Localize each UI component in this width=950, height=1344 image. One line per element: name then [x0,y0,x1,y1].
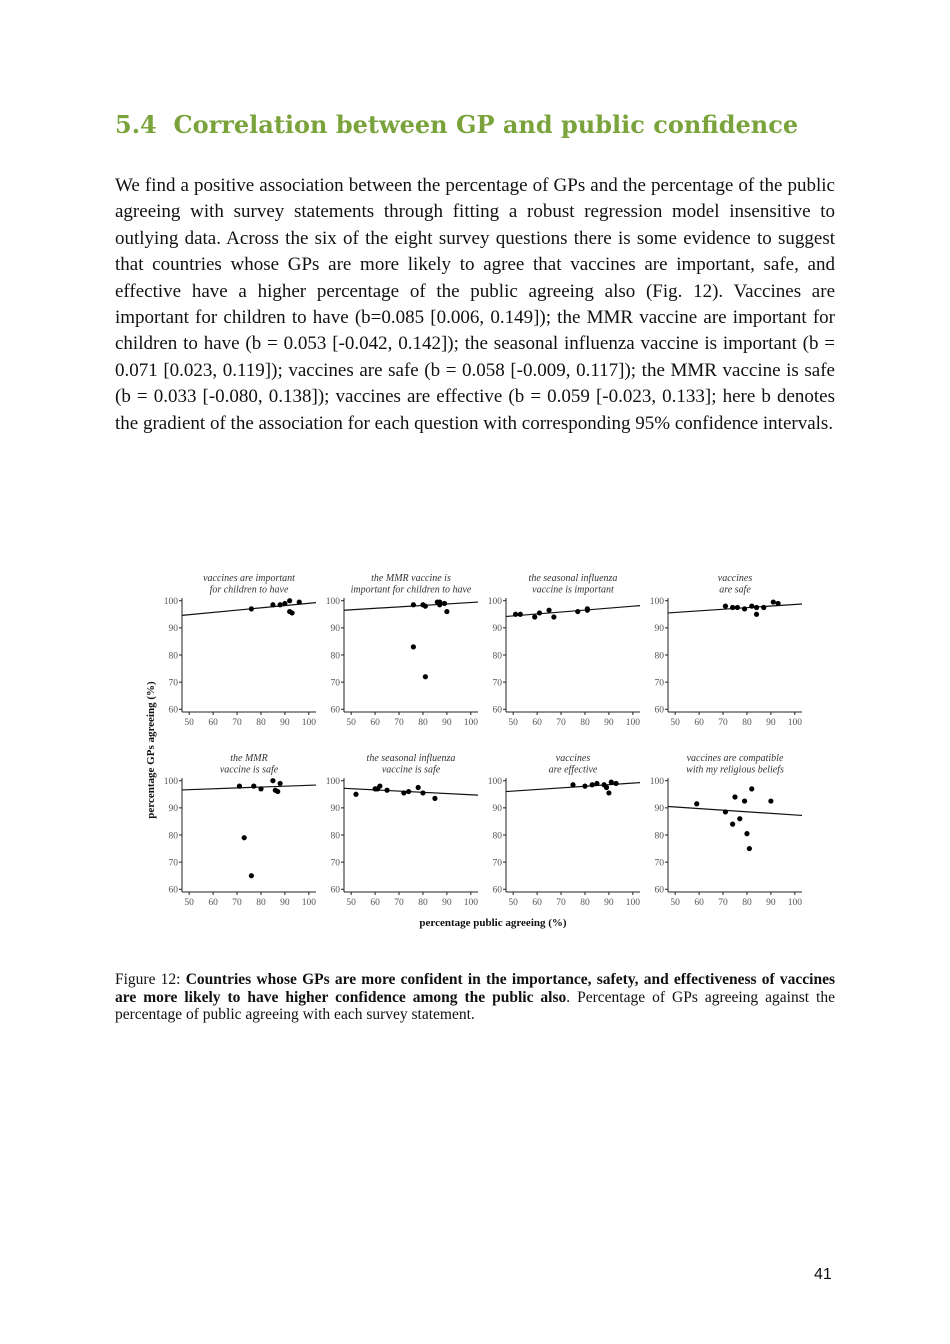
panel-5-ytick-60: 60 [168,885,178,896]
figure-12 [140,560,820,944]
panel-2-point-9 [411,644,416,649]
panel-8-point-10 [768,798,773,803]
x-axis-label: percentage public agreeing (%) [419,917,567,929]
panel-4-point-5 [749,604,754,609]
panel-4-xtick-80: 80 [742,718,752,728]
panel-1-point-5 [287,598,292,603]
panel-8-ytick-60: 60 [654,885,664,896]
panel-6-point-6 [401,790,406,795]
panel-6-point-8 [416,785,421,790]
panel-3-point-9 [585,608,590,613]
panel-8-ytick-90: 90 [654,804,664,815]
panel-6-xtick-100: 100 [463,898,478,908]
panel-5-title-line-2: vaccine is safe [219,764,279,776]
panel-8-point-2 [723,809,728,814]
panel-5-point-7 [278,781,283,786]
panel-8-xtick-100: 100 [787,898,802,908]
panel-5-ytick-100: 100 [163,777,178,788]
figure-caption [115,971,835,1024]
panel-6-point-10 [432,796,437,801]
panel-4-xtick-90: 90 [766,718,776,728]
panel-8-point-4 [732,794,737,799]
panel-1-xtick-70: 70 [232,718,242,728]
panel-4-ytick-80: 80 [654,651,664,662]
panel-1-title-line-1: vaccines are important [203,573,295,584]
panel-4-xtick-100: 100 [787,718,802,728]
panel-8-point-8 [747,846,752,851]
panel-2-point-8 [444,609,449,614]
panel-7-xtick-60: 60 [532,898,542,908]
panel-6-point-9 [420,790,425,795]
panel-6-xtick-50: 50 [346,898,356,908]
panel-1-point-8 [297,599,302,604]
panel-8-title-line-2: with my religious beliefs [686,764,784,776]
panel-1-ytick-90: 90 [168,624,178,635]
panel-4-ytick-90: 90 [654,624,664,635]
panel-8-point-7 [744,831,749,836]
panel-7-point-7 [606,790,611,795]
panel-7-xtick-100: 100 [625,898,640,908]
panel-1-ytick-60: 60 [168,705,178,716]
panel-3-ytick-60: 60 [492,705,502,716]
panel-4-point-9 [771,599,776,604]
panel-2-title-line-2: important for children to have [350,584,472,596]
panel-3-title-line-1: the seasonal influenza [528,573,618,584]
panel-3-xtick-100: 100 [625,718,640,728]
panel-8-fit-line [668,807,802,816]
panel-8-point-3 [730,822,735,827]
panel-7-point-6 [604,785,609,790]
panel-8-point-6 [742,798,747,803]
panel-3-xtick-60: 60 [532,718,542,728]
panel-7-title-line-1: vaccines [555,753,591,764]
panel-8-xtick-80: 80 [742,898,752,908]
panel-2-point-3 [423,604,428,609]
panel-1-ytick-80: 80 [168,651,178,662]
panel-3-title-line-2: vaccine is important [532,584,614,596]
panel-7-title-line-2: are effective [548,764,598,776]
panel-5-point-1 [237,784,242,789]
panel-6-title-line-2: vaccine is safe [381,764,441,776]
panel-4-title-line-2: are safe [719,584,751,596]
panel-5-xtick-60: 60 [208,898,218,908]
panel-4-point-8 [761,605,766,610]
panel-4-title-line-1: vaccines [717,573,753,584]
panel-4-xtick-50: 50 [670,718,680,728]
section-heading [115,110,798,139]
panel-8-ytick-80: 80 [654,831,664,842]
panel-8-xtick-50: 50 [670,898,680,908]
panel-5-point-9 [249,873,254,878]
panel-5-fit-line [182,785,316,790]
panel-5-point-3 [258,786,263,791]
panel-3-ytick-80: 80 [492,651,502,662]
section-title: Correlation between GP and public confidence [173,110,799,139]
panel-6-point-1 [353,792,358,797]
panel-1-xtick-50: 50 [184,718,194,728]
panel-6-point-4 [377,784,382,789]
panel-5-title-line-1: the MMR [230,753,268,764]
panel-7-xtick-50: 50 [508,898,518,908]
panel-5-point-6 [275,789,280,794]
panel-3-point-2 [518,612,523,617]
panel-7-xtick-90: 90 [604,898,614,908]
panel-4-point-2 [730,605,735,610]
panel-4-point-6 [754,605,759,610]
section-number: 5.4 [115,110,157,139]
panel-7-point-8 [609,779,614,784]
panel-7-point-9 [613,781,618,786]
panel-3-point-6 [551,614,556,619]
panel-7-point-1 [570,782,575,787]
panel-2-point-6 [437,602,442,607]
panel-8-ytick-100: 100 [649,777,664,788]
panel-4-ytick-100: 100 [649,597,664,608]
panel-6-title-line-1: the seasonal influenza [366,753,456,764]
caption-label: Figure 12: [115,971,181,988]
panel-5-ytick-70: 70 [168,858,178,869]
panel-7-ytick-100: 100 [487,777,502,788]
panel-4-point-1 [723,604,728,609]
panel-6-xtick-80: 80 [418,898,428,908]
panel-3-point-5 [546,608,551,613]
panel-6-point-7 [406,789,411,794]
scatter-grid-chart [140,560,820,940]
panel-1-point-7 [289,610,294,615]
panel-8-xtick-90: 90 [766,898,776,908]
panel-4-point-7 [754,612,759,617]
panel-4-ytick-60: 60 [654,705,664,716]
panel-1-point-4 [282,601,287,606]
panel-2-xtick-50: 50 [346,718,356,728]
panel-7-point-3 [590,782,595,787]
panel-3-ytick-100: 100 [487,597,502,608]
panel-2-ytick-70: 70 [330,678,340,689]
panel-2-point-7 [442,601,447,606]
panel-8-title-line-1: vaccines are compatible [686,753,784,764]
panel-7-xtick-70: 70 [556,898,566,908]
panel-6-ytick-60: 60 [330,885,340,896]
panel-7-xtick-80: 80 [580,898,590,908]
panel-2-point-10 [423,674,428,679]
panel-5-ytick-80: 80 [168,831,178,842]
panel-3-ytick-90: 90 [492,624,502,635]
panel-4-point-10 [775,601,780,606]
panel-1-xtick-80: 80 [256,718,266,728]
panel-8-point-5 [737,816,742,821]
panel-7-ytick-60: 60 [492,885,502,896]
panel-8-ytick-70: 70 [654,858,664,869]
panel-1-xtick-60: 60 [208,718,218,728]
panel-3-xtick-80: 80 [580,718,590,728]
panel-5-xtick-90: 90 [280,898,290,908]
panel-4-point-4 [742,606,747,611]
panel-6-point-5 [384,788,389,793]
panel-5-xtick-70: 70 [232,898,242,908]
panel-5-xtick-80: 80 [256,898,266,908]
panel-7-point-4 [594,781,599,786]
page-number: 41 [814,1266,832,1283]
panel-2-ytick-60: 60 [330,705,340,716]
panel-1-xtick-100: 100 [301,718,316,728]
panel-5-point-2 [251,784,256,789]
panel-1-ytick-70: 70 [168,678,178,689]
panel-3-fit-line [506,606,640,617]
panel-5-point-4 [270,778,275,783]
panel-5-point-8 [242,835,247,840]
panel-4-xtick-60: 60 [694,718,704,728]
panel-2-point-1 [411,602,416,607]
panel-1-xtick-90: 90 [280,718,290,728]
panel-2-ytick-80: 80 [330,651,340,662]
panel-3-xtick-90: 90 [604,718,614,728]
panel-1-title-line-2: for children to have [209,584,289,596]
panel-8-xtick-60: 60 [694,898,704,908]
panel-2-fit-line [344,602,478,610]
panel-7-ytick-70: 70 [492,858,502,869]
panel-8-xtick-70: 70 [718,898,728,908]
panel-4-ytick-70: 70 [654,678,664,689]
panel-6-ytick-100: 100 [325,777,340,788]
panel-6-ytick-90: 90 [330,804,340,815]
panel-2-title-line-1: the MMR vaccine is [371,573,451,584]
panel-1-point-3 [278,602,283,607]
panel-4-point-3 [735,605,740,610]
panel-2-xtick-90: 90 [442,718,452,728]
panel-8-point-1 [694,801,699,806]
panel-1-point-2 [270,602,275,607]
y-axis-label: percentage GPs agreeing (%) [145,681,157,819]
panel-3-point-7 [575,609,580,614]
panel-4-xtick-70: 70 [718,718,728,728]
panel-1-ytick-100: 100 [163,597,178,608]
panel-2-ytick-90: 90 [330,624,340,635]
panel-7-point-2 [582,784,587,789]
panel-2-xtick-100: 100 [463,718,478,728]
panel-2-xtick-60: 60 [370,718,380,728]
panel-3-xtick-50: 50 [508,718,518,728]
panel-5-ytick-90: 90 [168,804,178,815]
panel-2-xtick-70: 70 [394,718,404,728]
panel-8-point-9 [749,786,754,791]
panel-5-xtick-50: 50 [184,898,194,908]
panel-6-xtick-90: 90 [442,898,452,908]
panel-6-xtick-60: 60 [370,898,380,908]
panel-3-point-1 [513,612,518,617]
panel-6-ytick-80: 80 [330,831,340,842]
panel-7-ytick-80: 80 [492,831,502,842]
body-paragraph: We find a positive association between the percentage of GPs and the percentage of the public agreeing with survey statements through fitting a robust regression model insensitive to outlying data. Across the six of the eight survey questions there is some evidence to suggest that countries whose GPs are more likely to agree that vaccines are important, safe, and effective have a higher percentage of the public agreeing also (Fig. 12). Vaccines are important for children to have (b=0.085 [0.006, 0.149]); the MMR vaccine are important for children to have (b = 0.053 [-0.042, 0.142]); the seasonal influenza vaccine is important (b = 0.071 [0.023, 0.119]); vaccines are safe (b = 0.058 [-0.009, 0.117]); the MMR vaccine is safe (b = 0.033 [-0.080, 0.138]); vaccines are effective (b = 0.059 [-0.023, 0.133]; here b denotes the gradient of the association for each question with corresponding 95% confidence intervals. [115,175,835,434]
panel-1-point-1 [249,606,254,611]
caption-rest: . Percentage of GPs agreeing against the percentage of public agreeing with each survey statement. [115,988,835,1023]
panel-3-point-3 [532,614,537,619]
panel-2-xtick-80: 80 [418,718,428,728]
panel-6-xtick-70: 70 [394,898,404,908]
panel-5-xtick-100: 100 [301,898,316,908]
panel-7-ytick-90: 90 [492,804,502,815]
panel-6-ytick-70: 70 [330,858,340,869]
panel-2-ytick-100: 100 [325,597,340,608]
panel-3-ytick-70: 70 [492,678,502,689]
panel-3-point-4 [537,610,542,615]
panel-3-xtick-70: 70 [556,718,566,728]
caption-bold: Countries whose GPs are more confident in the importance, safety, and effectiveness of vaccines are more likely to have higher confidence among the public also [115,971,835,1006]
